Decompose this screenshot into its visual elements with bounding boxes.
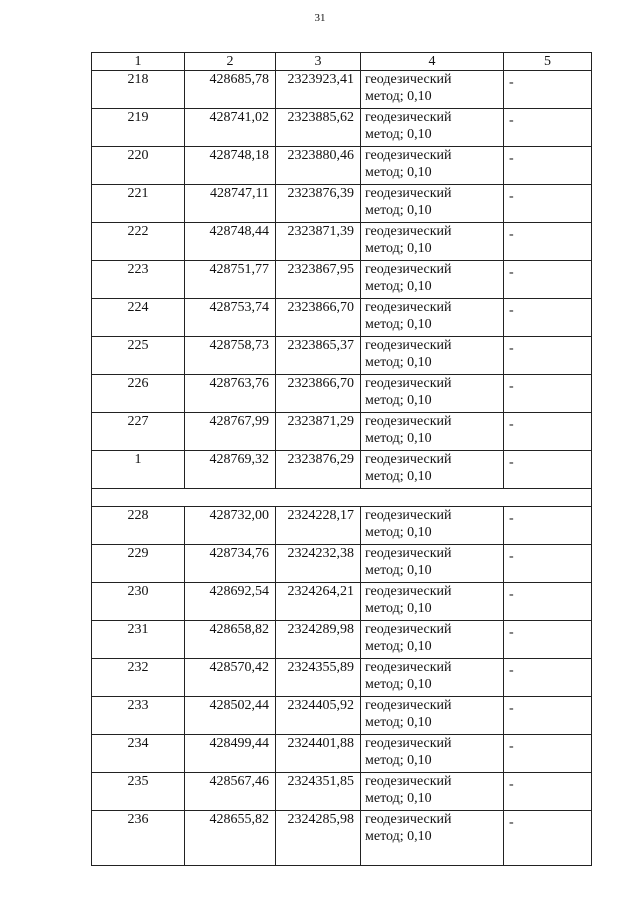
accuracy-line: метод; 0,10 bbox=[365, 203, 432, 218]
table-row bbox=[92, 659, 592, 697]
table-row bbox=[92, 223, 592, 261]
description-cell: - bbox=[504, 545, 592, 583]
point-number-cell: 219 bbox=[92, 109, 185, 147]
method-accuracy-cell bbox=[361, 735, 504, 773]
point-number-cell: 235 bbox=[92, 773, 185, 811]
method-line: геодезический bbox=[365, 224, 452, 239]
point-number-cell: 224 bbox=[92, 299, 185, 337]
description-cell: - bbox=[504, 185, 592, 223]
x-coordinate-cell: 428570,42 bbox=[185, 659, 276, 697]
coordinates-table bbox=[91, 52, 592, 866]
method-accuracy-cell bbox=[361, 261, 504, 299]
table-row bbox=[92, 451, 592, 489]
table-row bbox=[92, 773, 592, 811]
point-number-cell: 1 bbox=[92, 451, 185, 489]
method-line: геодезический bbox=[365, 110, 452, 125]
method-accuracy-cell bbox=[361, 185, 504, 223]
x-coordinate-cell: 428751,77 bbox=[185, 261, 276, 299]
point-number-cell: 228 bbox=[92, 507, 185, 545]
x-coordinate-cell: 428748,44 bbox=[185, 223, 276, 261]
y-coordinate-cell: 2323866,70 bbox=[276, 299, 361, 337]
x-coordinate-cell: 428758,73 bbox=[185, 337, 276, 375]
separator-row bbox=[92, 489, 592, 507]
description-cell: - bbox=[504, 659, 592, 697]
accuracy-line: метод; 0,10 bbox=[365, 525, 432, 540]
column-header: 2 bbox=[185, 53, 276, 71]
method-accuracy-cell bbox=[361, 451, 504, 489]
accuracy-line: метод; 0,10 bbox=[365, 393, 432, 408]
description-cell: - bbox=[504, 147, 592, 185]
y-coordinate-cell: 2323923,41 bbox=[276, 71, 361, 109]
y-coordinate-cell: 2324232,38 bbox=[276, 545, 361, 583]
description-cell: - bbox=[504, 71, 592, 109]
method-line: геодезический bbox=[365, 736, 452, 751]
description-cell: - bbox=[504, 109, 592, 147]
method-accuracy-cell bbox=[361, 223, 504, 261]
accuracy-line: метод; 0,10 bbox=[365, 127, 432, 142]
table-row bbox=[92, 621, 592, 659]
method-accuracy-cell bbox=[361, 147, 504, 185]
description-cell: - bbox=[504, 451, 592, 489]
method-accuracy-cell bbox=[361, 507, 504, 545]
description-cell: - bbox=[504, 299, 592, 337]
method-accuracy-cell bbox=[361, 583, 504, 621]
table-row bbox=[92, 299, 592, 337]
x-coordinate-cell: 428655,82 bbox=[185, 811, 276, 866]
accuracy-line: метод; 0,10 bbox=[365, 715, 432, 730]
y-coordinate-cell: 2323885,62 bbox=[276, 109, 361, 147]
y-coordinate-cell: 2323871,29 bbox=[276, 413, 361, 451]
method-accuracy-cell bbox=[361, 697, 504, 735]
accuracy-line: метод; 0,10 bbox=[365, 431, 432, 446]
table-row bbox=[92, 811, 592, 866]
y-coordinate-cell: 2323880,46 bbox=[276, 147, 361, 185]
description-cell: - bbox=[504, 811, 592, 866]
description-cell: - bbox=[504, 337, 592, 375]
x-coordinate-cell: 428658,82 bbox=[185, 621, 276, 659]
x-coordinate-cell: 428741,02 bbox=[185, 109, 276, 147]
method-line: геодезический bbox=[365, 148, 452, 163]
point-number-cell: 232 bbox=[92, 659, 185, 697]
accuracy-line: метод; 0,10 bbox=[365, 563, 432, 578]
column-header: 1 bbox=[92, 53, 185, 71]
description-cell: - bbox=[504, 735, 592, 773]
method-accuracy-cell bbox=[361, 659, 504, 697]
method-line: геодезический bbox=[365, 660, 452, 675]
accuracy-line: метод; 0,10 bbox=[365, 317, 432, 332]
accuracy-line: метод; 0,10 bbox=[365, 601, 432, 616]
y-coordinate-cell: 2323876,29 bbox=[276, 451, 361, 489]
description-cell: - bbox=[504, 223, 592, 261]
table-row bbox=[92, 109, 592, 147]
description-cell: - bbox=[504, 697, 592, 735]
x-coordinate-cell: 428499,44 bbox=[185, 735, 276, 773]
accuracy-line: метод; 0,10 bbox=[365, 241, 432, 256]
y-coordinate-cell: 2324228,17 bbox=[276, 507, 361, 545]
method-accuracy-cell bbox=[361, 811, 504, 866]
accuracy-line: метод; 0,10 bbox=[365, 89, 432, 104]
table-row bbox=[92, 185, 592, 223]
x-coordinate-cell: 428732,00 bbox=[185, 507, 276, 545]
description-cell: - bbox=[504, 375, 592, 413]
table-row bbox=[92, 507, 592, 545]
method-line: геодезический bbox=[365, 338, 452, 353]
description-cell: - bbox=[504, 507, 592, 545]
x-coordinate-cell: 428734,76 bbox=[185, 545, 276, 583]
y-coordinate-cell: 2323876,39 bbox=[276, 185, 361, 223]
y-coordinate-cell: 2323871,39 bbox=[276, 223, 361, 261]
y-coordinate-cell: 2324285,98 bbox=[276, 811, 361, 866]
method-accuracy-cell bbox=[361, 299, 504, 337]
point-number-cell: 230 bbox=[92, 583, 185, 621]
point-number-cell: 221 bbox=[92, 185, 185, 223]
x-coordinate-cell: 428692,54 bbox=[185, 583, 276, 621]
point-number-cell: 231 bbox=[92, 621, 185, 659]
point-number-cell: 236 bbox=[92, 811, 185, 866]
column-header: 5 bbox=[504, 53, 592, 71]
accuracy-line: метод; 0,10 bbox=[365, 639, 432, 654]
method-line: геодезический bbox=[365, 546, 452, 561]
method-line: геодезический bbox=[365, 414, 452, 429]
point-number-cell: 218 bbox=[92, 71, 185, 109]
x-coordinate-cell: 428763,76 bbox=[185, 375, 276, 413]
y-coordinate-cell: 2324289,98 bbox=[276, 621, 361, 659]
accuracy-line: метод; 0,10 bbox=[365, 279, 432, 294]
description-cell: - bbox=[504, 773, 592, 811]
method-line: геодезический bbox=[365, 72, 452, 87]
point-number-cell: 233 bbox=[92, 697, 185, 735]
method-accuracy-cell bbox=[361, 773, 504, 811]
description-cell: - bbox=[504, 583, 592, 621]
method-line: геодезический bbox=[365, 452, 452, 467]
page-number: 31 bbox=[314, 12, 326, 24]
table-row bbox=[92, 375, 592, 413]
method-accuracy-cell bbox=[361, 71, 504, 109]
accuracy-line: метод; 0,10 bbox=[365, 355, 432, 370]
point-number-cell: 225 bbox=[92, 337, 185, 375]
y-coordinate-cell: 2323867,95 bbox=[276, 261, 361, 299]
method-line: геодезический bbox=[365, 812, 452, 827]
table-row bbox=[92, 413, 592, 451]
table-row bbox=[92, 147, 592, 185]
method-line: геодезический bbox=[365, 300, 452, 315]
accuracy-line: метод; 0,10 bbox=[365, 677, 432, 692]
description-cell: - bbox=[504, 621, 592, 659]
y-coordinate-cell: 2324355,89 bbox=[276, 659, 361, 697]
accuracy-line: метод; 0,10 bbox=[365, 791, 432, 806]
method-line: геодезический bbox=[365, 774, 452, 789]
x-coordinate-cell: 428767,99 bbox=[185, 413, 276, 451]
y-coordinate-cell: 2324351,85 bbox=[276, 773, 361, 811]
point-number-cell: 227 bbox=[92, 413, 185, 451]
method-line: геодезический bbox=[365, 698, 452, 713]
method-accuracy-cell bbox=[361, 413, 504, 451]
point-number-cell: 234 bbox=[92, 735, 185, 773]
method-line: геодезический bbox=[365, 622, 452, 637]
x-coordinate-cell: 428769,32 bbox=[185, 451, 276, 489]
table-row bbox=[92, 583, 592, 621]
x-coordinate-cell: 428567,46 bbox=[185, 773, 276, 811]
method-line: геодезический bbox=[365, 584, 452, 599]
x-coordinate-cell: 428685,78 bbox=[185, 71, 276, 109]
column-header: 3 bbox=[276, 53, 361, 71]
point-number-cell: 222 bbox=[92, 223, 185, 261]
point-number-cell: 229 bbox=[92, 545, 185, 583]
description-cell: - bbox=[504, 261, 592, 299]
point-number-cell: 226 bbox=[92, 375, 185, 413]
x-coordinate-cell: 428747,11 bbox=[185, 185, 276, 223]
accuracy-line: метод; 0,10 bbox=[365, 753, 432, 768]
table-row bbox=[92, 261, 592, 299]
method-line: геодезический bbox=[365, 376, 452, 391]
point-number-cell: 220 bbox=[92, 147, 185, 185]
accuracy-line: метод; 0,10 bbox=[365, 165, 432, 180]
x-coordinate-cell: 428502,44 bbox=[185, 697, 276, 735]
y-coordinate-cell: 2324405,92 bbox=[276, 697, 361, 735]
method-accuracy-cell bbox=[361, 109, 504, 147]
method-line: геодезический bbox=[365, 262, 452, 277]
table-row bbox=[92, 697, 592, 735]
table-row bbox=[92, 545, 592, 583]
accuracy-line: метод; 0,10 bbox=[365, 469, 432, 484]
method-line: геодезический bbox=[365, 186, 452, 201]
separator-cell bbox=[92, 489, 592, 507]
method-line: геодезический bbox=[365, 508, 452, 523]
method-accuracy-cell bbox=[361, 621, 504, 659]
y-coordinate-cell: 2324264,21 bbox=[276, 583, 361, 621]
x-coordinate-cell: 428748,18 bbox=[185, 147, 276, 185]
y-coordinate-cell: 2323866,70 bbox=[276, 375, 361, 413]
y-coordinate-cell: 2324401,88 bbox=[276, 735, 361, 773]
table-row bbox=[92, 735, 592, 773]
table-row bbox=[92, 71, 592, 109]
accuracy-line: метод; 0,10 bbox=[365, 829, 432, 844]
table-row bbox=[92, 337, 592, 375]
table-header-row bbox=[92, 53, 592, 71]
method-accuracy-cell bbox=[361, 337, 504, 375]
method-accuracy-cell bbox=[361, 375, 504, 413]
x-coordinate-cell: 428753,74 bbox=[185, 299, 276, 337]
y-coordinate-cell: 2323865,37 bbox=[276, 337, 361, 375]
column-header: 4 bbox=[361, 53, 504, 71]
method-accuracy-cell bbox=[361, 545, 504, 583]
point-number-cell: 223 bbox=[92, 261, 185, 299]
description-cell: - bbox=[504, 413, 592, 451]
